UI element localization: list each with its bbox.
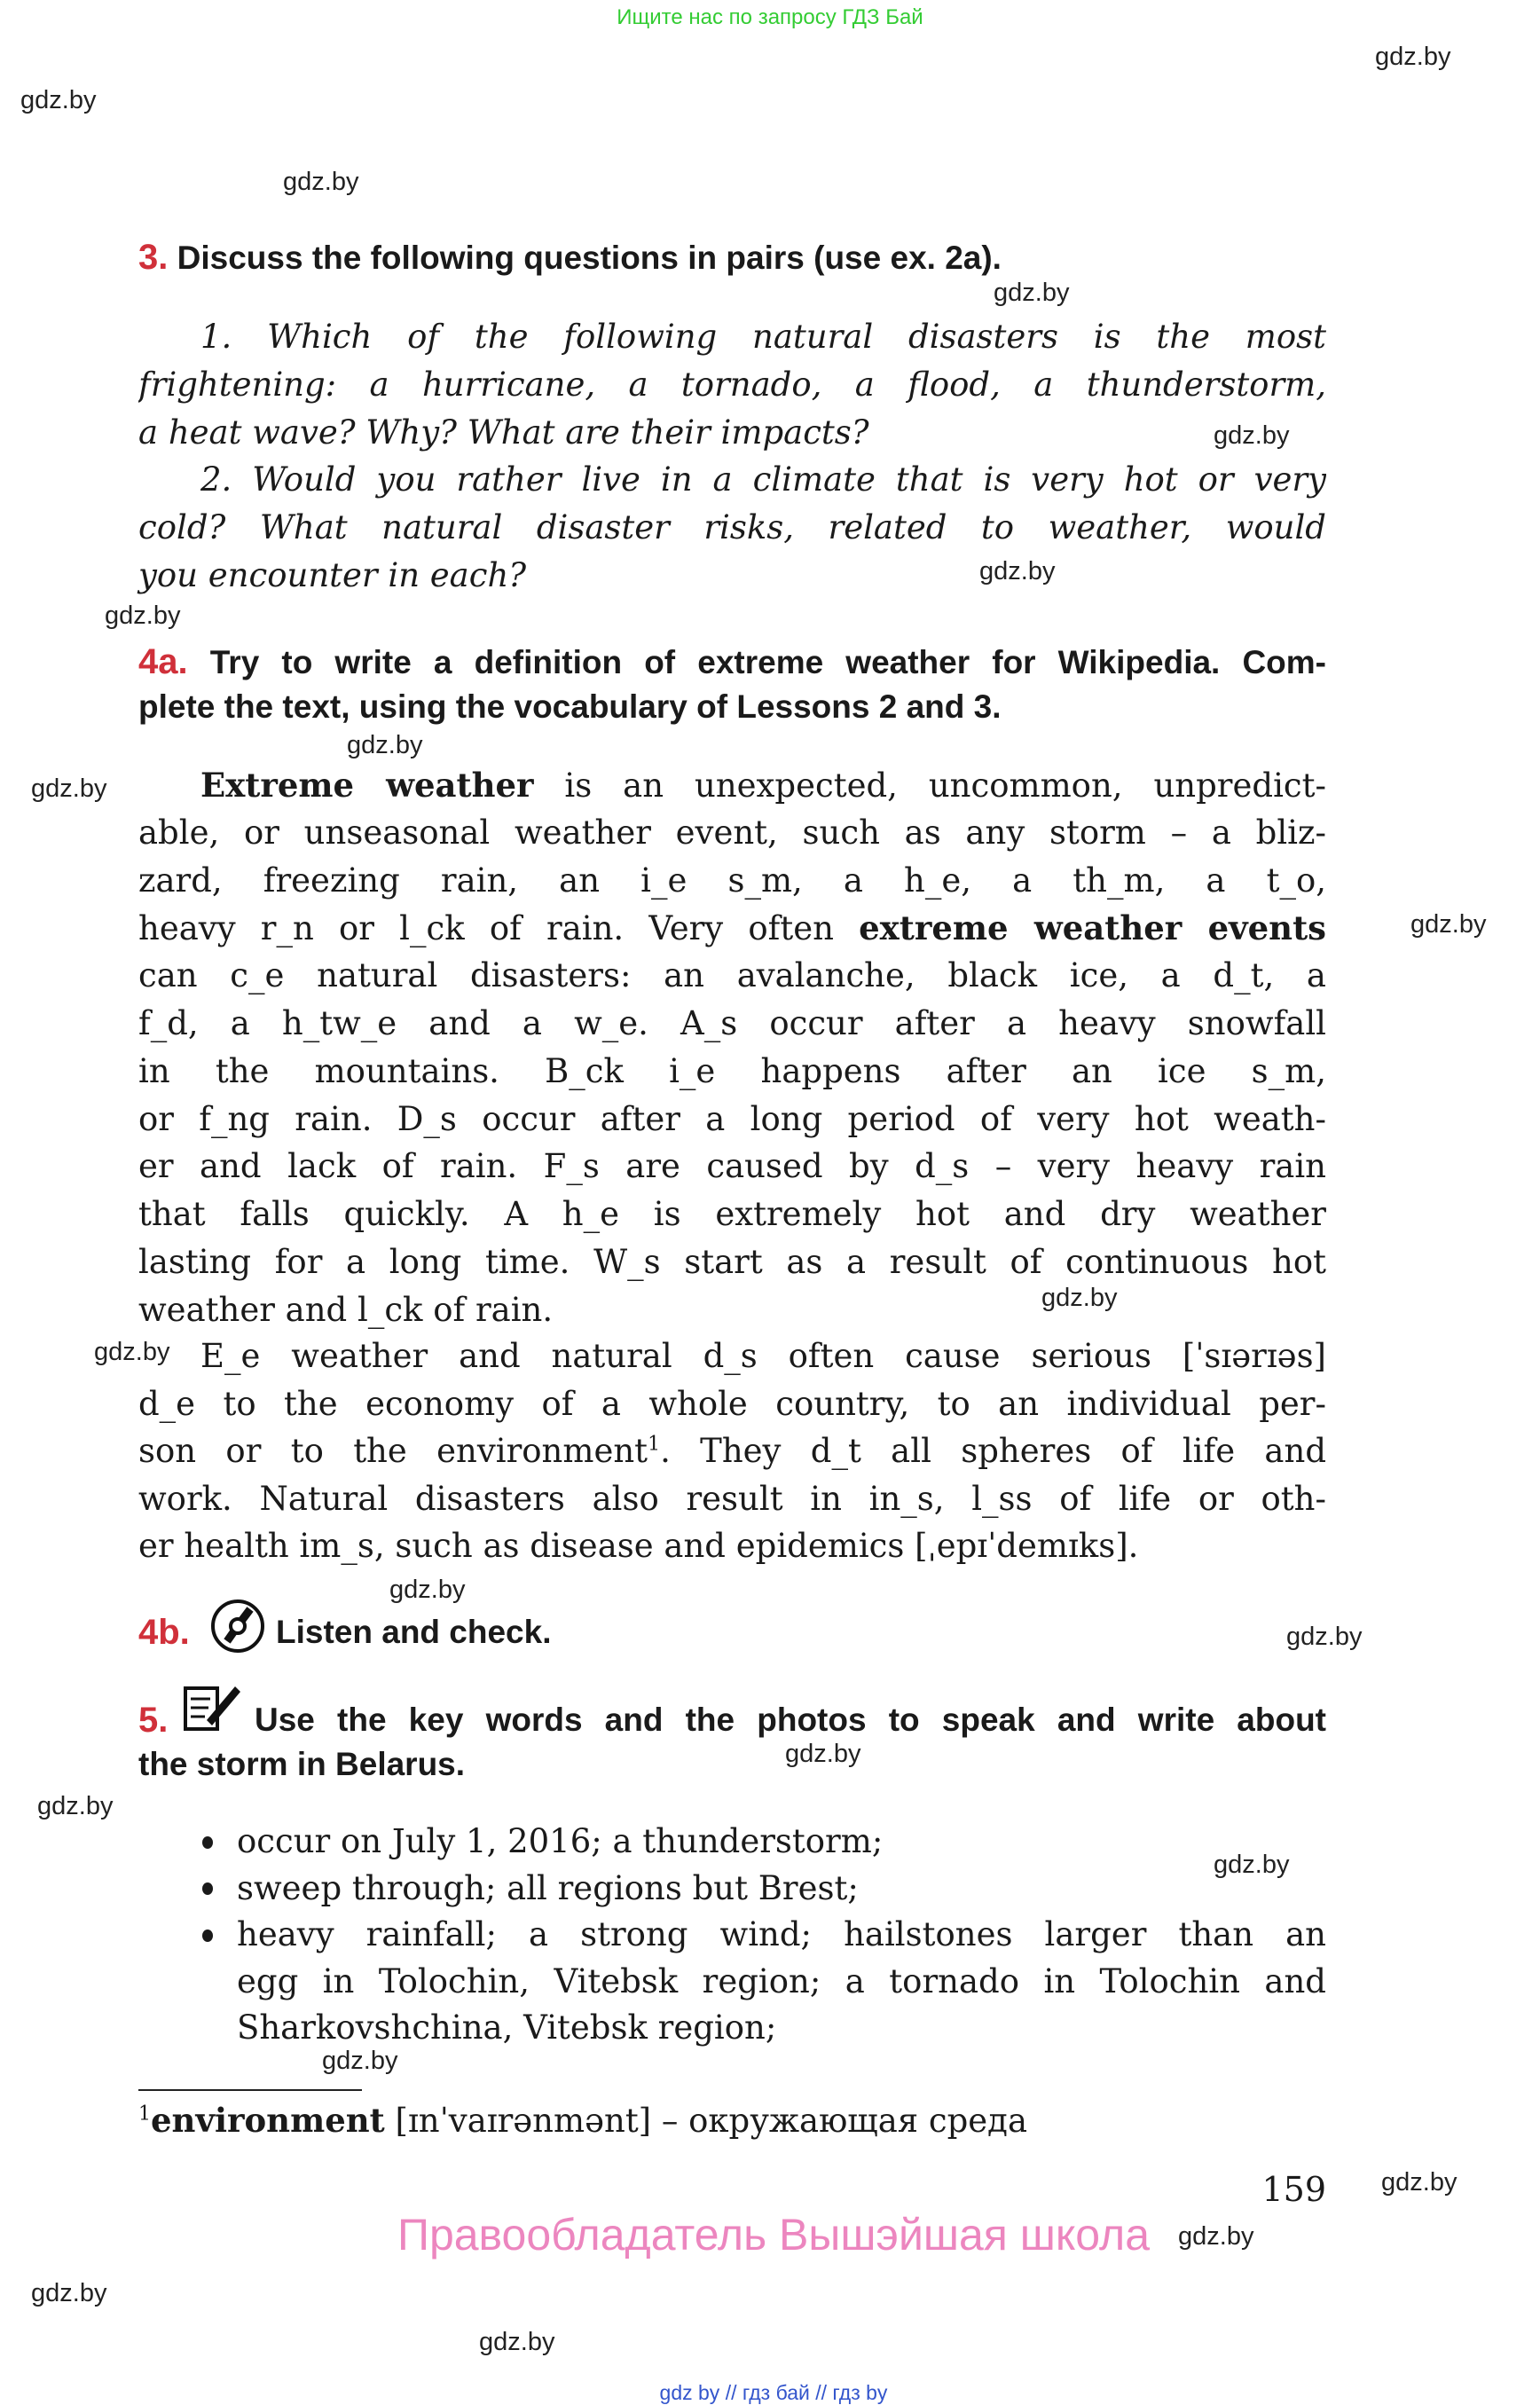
key-term: extreme weather events — [859, 908, 1326, 947]
text-segment: E_e weather and natural d_s often cause serious [ˈsɪərɪəs] — [200, 1337, 1326, 1375]
paragraph-line — [138, 1143, 1326, 1191]
footnote-mark: 1 — [138, 2102, 151, 2126]
text-segment: that falls quickly. A h_e is extremely hot and dry weather — [138, 1195, 1326, 1233]
footnote-rule — [138, 2089, 362, 2091]
exercise-4a-heading-line-2 — [138, 683, 1002, 731]
exercise-title-line: Try to write a definition of extreme weather for Wikipedia. Com- — [209, 644, 1326, 680]
watermark-link[interactable]: gdz.by — [347, 731, 423, 759]
exercise-5-heading-line-2 — [138, 1741, 465, 1788]
paragraph-line — [138, 1238, 1326, 1286]
write-notebook-icon — [182, 1681, 244, 1734]
exercise-5-heading — [255, 1696, 1326, 1744]
text-segment: zard, freezing rain, an i_e s_m, a h_e, a th_m, a t_o, — [138, 861, 1326, 900]
paragraph-line — [138, 857, 1326, 905]
text-segment: a heat wave? Why? What are their impacts? — [138, 413, 869, 452]
exercise-title-line: Use the key words and the photos to speak and write about — [255, 1702, 1326, 1738]
bullet-icon — [202, 1882, 213, 1895]
footnote — [138, 2096, 1027, 2144]
bullet-line — [237, 1958, 1326, 2006]
page-number: 159 — [1261, 2170, 1326, 2209]
paragraph-line — [138, 1286, 1326, 1334]
exercise-number: 3. — [138, 238, 169, 277]
text-segment: 2. Would you rather live in a climate that is very hot or very — [200, 460, 1326, 499]
paragraph-line — [138, 1000, 1326, 1048]
key-term: Extreme weather — [200, 766, 534, 805]
question-line — [138, 361, 1326, 409]
text-segment: able, or unseasonal weather event, such as any storm – a bliz- — [138, 813, 1326, 852]
text-segment: heavy rainfall; a strong wind; hailstones larger than an — [237, 1915, 1326, 1953]
text-segment: heavy r_n or l_ck of rain. Very often — [138, 909, 860, 947]
footnote-definition: [ɪnˈvaɪrənmənt] – окружающая среда — [384, 2102, 1028, 2140]
paragraph-line — [138, 952, 1326, 1000]
watermark-link[interactable]: gdz.by — [20, 86, 97, 114]
question-line — [200, 456, 1326, 504]
bullet-line — [237, 1911, 1326, 1959]
bottom-links[interactable]: gdz by // гдз бай // гдз by — [659, 2381, 888, 2404]
text-segment: in the mountains. B_ck i_e happens after an ice s_m, — [138, 1052, 1326, 1090]
text-segment: . They d_t all spheres of life and — [660, 1432, 1326, 1470]
text-segment: weather and l_ck of rain. — [138, 1291, 554, 1329]
paragraph-line — [138, 904, 1326, 952]
watermark-link[interactable]: gdz.by — [31, 2279, 107, 2307]
watermark-link[interactable]: gdz.by — [479, 2328, 555, 2356]
bullet-line — [237, 2004, 1326, 2052]
watermark-link[interactable]: gdz.by — [283, 168, 359, 196]
watermark-link[interactable]: gdz.by — [1041, 1284, 1118, 1312]
text-segment: son or to the environment — [138, 1432, 648, 1470]
exercise-4b-heading — [138, 1608, 190, 1656]
text-segment: sweep through; all regions but Brest; — [237, 1869, 859, 1907]
exercise-4a-heading — [138, 638, 1326, 686]
paragraph-line — [138, 809, 1326, 857]
text-segment: cold? What natural disaster risks, related to weather, would — [138, 508, 1326, 546]
bullet-icon — [202, 1836, 213, 1849]
watermark-link[interactable]: gdz.by — [31, 774, 107, 803]
watermark-link[interactable]: gdz.by — [1214, 421, 1290, 450]
text-segment: or f_ng rain. D_s occur after a long period of very hot weath- — [138, 1100, 1326, 1138]
paragraph-line — [138, 1427, 1326, 1475]
paragraph-line — [138, 1475, 1326, 1523]
paragraph-line — [200, 761, 1326, 809]
text-segment: is an unexpected, uncommon, unpredict- — [533, 766, 1326, 805]
top-banner[interactable]: Ищите нас по запросу ГДЗ Бай — [617, 5, 923, 29]
question-line — [200, 313, 1326, 361]
text-segment: er health im_s, such as disease and epidemics [ˌepɪˈdemɪks]. — [138, 1527, 1139, 1565]
watermark-link[interactable]: gdz.by — [1410, 910, 1487, 939]
paragraph-line — [200, 1332, 1326, 1380]
text-segment: you encounter in each? — [138, 556, 527, 594]
exercise-number: 5. — [138, 1701, 169, 1740]
paragraph-line — [138, 1191, 1326, 1238]
footnote-reference: 1 — [648, 1433, 661, 1456]
text-segment: er and lack of rain. F_s are caused by d_s – very heavy rain — [138, 1147, 1326, 1185]
watermark-link[interactable]: gdz.by — [389, 1576, 466, 1604]
text-segment: f_d, a h_tw_e and a w_e. A_s occur after a heavy snowfall — [138, 1004, 1326, 1042]
exercise-title-line: plete the text, using the vocabulary of Lessons 2 and 3. — [138, 688, 1002, 725]
text-segment: frightening: a hurricane, a tornado, a flood, a thunderstorm, — [138, 365, 1326, 404]
text-segment: d_e to the economy of a whole country, to an individual per- — [138, 1385, 1326, 1423]
question-line — [138, 504, 1326, 552]
watermark-link[interactable]: gdz.by — [1375, 43, 1451, 71]
exercise-number: 4b. — [138, 1613, 190, 1652]
text-segment: egg in Tolochin, Vitebsk region; a tornado in Tolochin and — [237, 1962, 1326, 2000]
exercise-5-number — [138, 1696, 168, 1744]
text-segment: Sharkovshchina, Vitebsk region; — [237, 2008, 777, 2047]
audio-cd-icon — [209, 1597, 266, 1655]
exercise-title-line: the storm in Belarus. — [138, 1746, 466, 1782]
watermark-link[interactable]: gdz.by — [1286, 1623, 1363, 1651]
watermark-link[interactable]: gdz.by — [1381, 2168, 1458, 2197]
watermark-link[interactable]: gdz.by — [1178, 2222, 1254, 2251]
copyright-notice: Правообладатель Вышэйшая школа — [397, 2210, 1150, 2260]
bullet-line — [237, 1818, 1326, 1866]
watermark-link[interactable]: gdz.by — [1214, 1851, 1290, 1879]
text-segment: work. Natural disasters also result in in_s, l_ss of life or oth- — [138, 1480, 1326, 1518]
watermark-link[interactable]: gdz.by — [979, 557, 1056, 586]
question-line — [138, 409, 1326, 457]
paragraph-line — [138, 1096, 1326, 1144]
bullet-icon — [202, 1930, 213, 1942]
paragraph-line — [138, 1048, 1326, 1096]
watermark-link[interactable]: gdz.by — [785, 1740, 861, 1768]
watermark-link[interactable]: gdz.by — [322, 2047, 398, 2075]
watermark-link[interactable]: gdz.by — [37, 1792, 114, 1820]
watermark-link[interactable]: gdz.by — [94, 1338, 170, 1366]
question-line — [138, 552, 1326, 600]
text-segment: occur on July 1, 2016; a thunderstorm; — [237, 1822, 884, 1860]
exercise-3-heading — [138, 233, 1002, 281]
footnote-term: environment — [151, 2101, 385, 2140]
watermark-link[interactable]: gdz.by — [994, 279, 1070, 307]
paragraph-line — [138, 1522, 1326, 1570]
watermark-link[interactable]: gdz.by — [105, 601, 181, 630]
exercise-title: Discuss the following questions in pairs (use ex. 2a). — [177, 240, 1002, 276]
paragraph-line — [138, 1380, 1326, 1428]
text-segment: 1. Which of the following natural disasters is the most — [200, 318, 1326, 356]
exercise-number: 4a. — [138, 642, 188, 681]
text-segment: lasting for a long time. W_s start as a result of continuous hot — [138, 1243, 1326, 1281]
exercise-4b-title: Listen and check. — [276, 1614, 552, 1650]
bullet-line — [237, 1865, 1326, 1913]
text-segment: can c_e natural disasters: an avalanche, black ice, a d_t, a — [138, 956, 1326, 994]
